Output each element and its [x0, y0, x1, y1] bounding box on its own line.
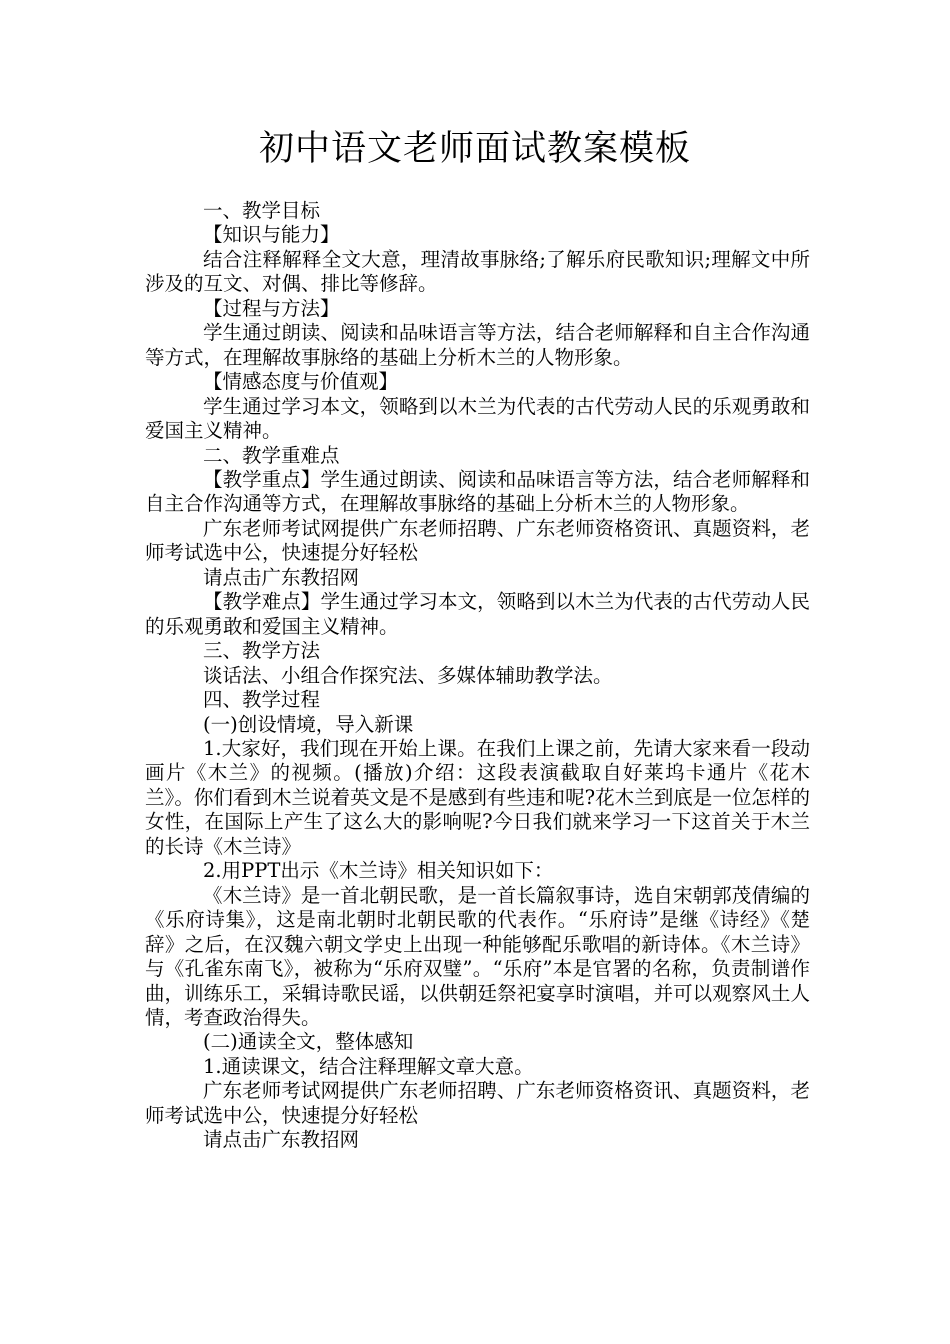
promo-paragraph: 广东老师考试网提供广东老师招聘、广东老师资格资讯、真题资料，老师考试选中公，快速提分好轻松: [145, 1079, 810, 1127]
document-title: 初中语文老师面试教案模板: [258, 129, 691, 169]
paragraph: 谈话法、小组合作探究法、多媒体辅助教学法。: [203, 663, 613, 687]
section-heading-methods: 三、教学方法: [203, 639, 321, 663]
document-body: [145, 199, 810, 1153]
paragraph: 【教学重点】学生通过朗读、阅读和品味语言等方法，结合老师解释和自主合作沟通等方式，在理解故事脉络的基础上分析木兰的人物形象。: [145, 467, 810, 516]
section-heading-objectives: 一、教学目标: [203, 199, 321, 222]
subheading-introduction: (一)创设情境，导入新课: [203, 712, 414, 736]
paragraph: 学生通过学习本文，领略到以木兰为代表的古代劳动人民的乐观勇敢和爱国主义精神。: [145, 394, 810, 443]
paragraph: 结合注释解释全文大意，理清故事脉络;了解乐府民歌知识;理解文中所涉及的互文、对偶、排比等修辞。: [145, 247, 810, 296]
section-heading-process: 四、教学过程: [203, 688, 321, 712]
paragraph: 《木兰诗》是一首北朝民歌，是一首长篇叙事诗，选自宋朝郭茂倩编的《乐府诗集》，这是南北朝时北朝民歌的代表作。“乐府诗”是继《诗经》《楚辞》之后，在汉魏六朝文学史上出现一种能够配乐歌唱的新诗体。《木兰诗》与《孔雀东南飞》，被称为“乐府双璧”。“乐府”本是官署的名称，负责制谱作曲，训练乐工，采辑诗歌民谣，以供朝廷祭祀宴享时演唱，并可以观察风土人情，考查政治得失。: [145, 883, 810, 1029]
paragraph: 1.大家好，我们现在开始上课。在我们上课之前，先请大家来看一段动画片《木兰》的视频。(播放)介绍：这段表演截取自好莱坞卡通片《花木兰》。你们看到木兰说着英文是不是感到有些违和呢?花木兰到底是一位怎样的女性，在国际上产生了这么大的影响呢?今日我们就来学习一下这首关于木兰的长诗《木兰诗》: [145, 736, 810, 858]
paragraph: 2.用PPT出示《木兰诗》相关知识如下：: [203, 859, 554, 883]
subheading-emotion-values: 【情感态度与价值观】: [203, 370, 399, 394]
promo-paragraph: 广东老师考试网提供广东老师招聘、广东老师资格资讯、真题资料，老师考试选中公，快速提分好轻松: [145, 516, 810, 565]
promo-link-text: 请点击广东教招网: [203, 1128, 360, 1152]
promo-link-text: 请点击广东教招网: [203, 565, 360, 589]
subheading-reading: (二)通读全文，整体感知: [203, 1030, 414, 1054]
paragraph: 学生通过朗读、阅读和品味语言等方法，结合老师解释和自主合作沟通等方式，在理解故事脉络的基础上分析木兰的人物形象。: [145, 321, 810, 369]
section-heading-key-difficult-points: 二、教学重难点: [203, 443, 340, 467]
subheading-process-method: 【过程与方法】: [203, 296, 340, 320]
paragraph: 【教学难点】学生通过学习本文，领略到以木兰为代表的古代劳动人民的乐观勇敢和爱国主义精神。: [145, 590, 810, 638]
subheading-knowledge-ability: 【知识与能力】: [203, 223, 340, 247]
paragraph: 1.通读课文，结合注释理解文章大意。: [203, 1054, 534, 1078]
